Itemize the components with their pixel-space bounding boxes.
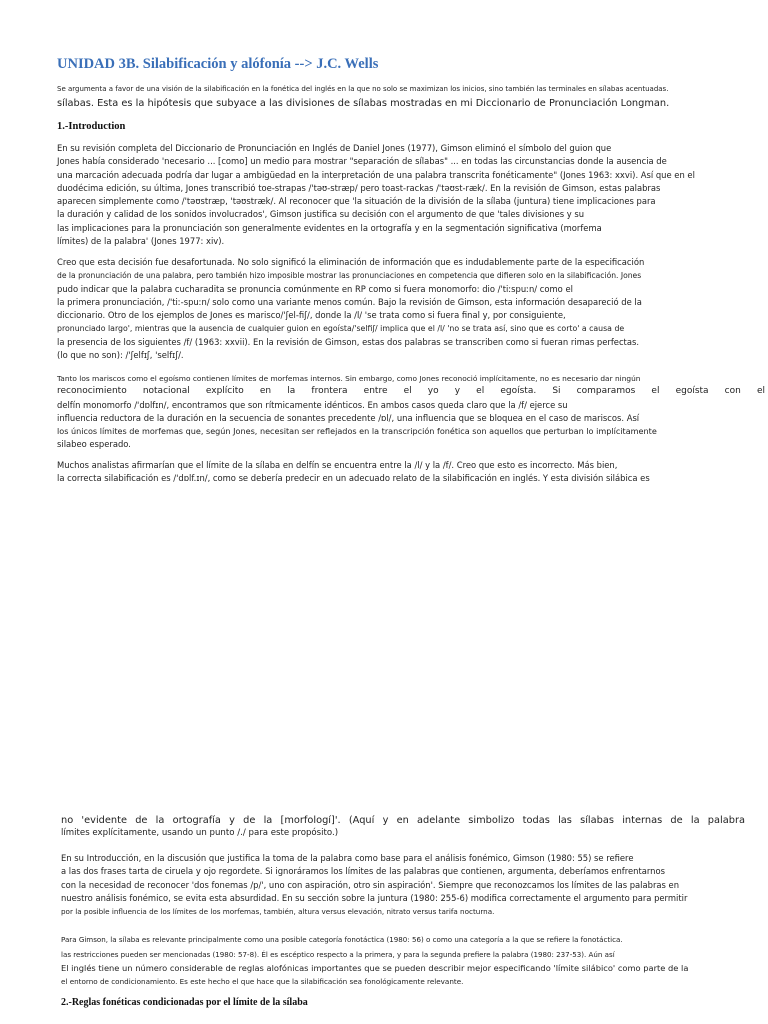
- paragraph-line: el entorno de condicionamiento. Es este hecho el que hace que la silabificación sea fonológicamente relevante.: [61, 977, 464, 987]
- paragraph-line: silabeo esperado.: [57, 439, 131, 450]
- paragraph-line: influencia reductora de la duración en la secuencia de sonantes precedente /ɒl/, una influencia que se bloquea en el caso de mariscos. Así: [57, 412, 640, 423]
- paragraph-line: con la necesidad de reconocer 'dos fonemas /p/', uno con aspiración, otro sin aspiración'. Siempre que reconozcamos los límites de las palabras en: [61, 879, 680, 890]
- paragraph-5: [61, 814, 745, 841]
- paragraph-line: (lo que no son): /'ʃelfɪʃ, 'selfɪʃ/.: [57, 350, 184, 361]
- paragraph-7: [61, 932, 765, 988]
- paragraph-line: la primera pronunciación, /'tiː-spuːn/ solo como una variante menos común. Bajo la revisión de Gimson, esta información desapareció de la: [57, 296, 642, 307]
- paragraph-line: las implicaciones para la pronunciación son generalmente evidentes en la ortografía y en la segmentación significativa (morfema: [57, 222, 602, 233]
- paragraph-line: de la pronunciación de una palabra, pero también hizo imposible mostrar las pronunciaciones en competencia que difieren solo en la silabificación. Jones: [57, 271, 642, 281]
- paragraph-4: [57, 459, 765, 486]
- intro-line-2: sílabas. Esta es la hipótesis que subyace a las divisiones de sílabas mostradas en mi Diccionario de Pronunciación Longman.: [57, 98, 670, 109]
- paragraph-line: Para Gimson, la sílaba es relevante principalmente como una posible categoría fonotáctica (1980: 56) o como una categoría a la que se refiere la fonotáctica.: [61, 935, 623, 944]
- paragraph-line: límites) de la palabra' (Jones 1977: xiv).: [57, 236, 225, 247]
- paragraph-line: reconocimiento notacional explícito en la frontera entre el yo y el egoísta. Si comparamos el egoísta con el: [57, 386, 765, 397]
- paragraph-line: no 'evidente de la ortografía y de la [morfologí]'. (Aquí y en adelante simbolizo todas las sílabas internas de la palabra: [61, 815, 745, 826]
- paragraph-line: duodécima edición, su última, Jones transcribió toe-strapas /'təʊ-stræp/ pero toast-rackas /'təʊst-ræk/. En la revisión de Gimson, estas palabras: [57, 182, 661, 193]
- paragraph-line: delfín monomorfo /'dɒlfɪn/, encontramos que son rítmicamente idénticos. En ambos casos queda claro que la /f/ ejerce su: [57, 399, 568, 410]
- intro-line-1: Se argumenta a favor de una visión de la silabificación en la fonética del inglés en la que no solo se maximizan los inicios, sino también las terminales en sílabas acentuadas.: [57, 85, 669, 93]
- paragraph-line: El inglés tiene un número considerable de reglas alofónicas importantes que se pueden describir mejor especificando 'límite silábico' como parte de la: [61, 963, 689, 973]
- paragraph-line: por la posible influencia de los límites de los morfemas, también, altura versus elevación, nitrato versus tarifa nocturna.: [61, 907, 495, 917]
- paragraph-line: la duración y calidad de los sonidos involucrados', Gimson justifica su decisión con el argumento de que 'tales divisiones y su: [57, 209, 585, 220]
- paragraph-line: una marcación adecuada podría dar lugar a ambigüedad en la interpretación de una palabra transcrita fonéticamente" (Jones 1963: xxvi). Así que en el: [57, 169, 695, 180]
- paragraph-line: Muchos analistas afirmarían que el límite de la sílaba en delfín se encuentra entre la /l/ y la /f/. Creo que esto es incorrecto. Más bien,: [57, 460, 618, 470]
- paragraph-line: En su Introducción, en la discusión que justifica la toma de la palabra como base para el análisis fonémico, Gimson (1980: 55) se refiere: [61, 853, 634, 863]
- paragraph-line: Tanto los mariscos como el egoísmo contienen límites de morfemas internos. Sin embargo, como Jones reconoció implícitamente, no es necesario dar ningún: [57, 374, 641, 383]
- paragraph-6: [61, 852, 765, 918]
- paragraph-1: [57, 142, 765, 248]
- page-title: UNIDAD 3B. Silabificación y alófonía --> J.C. Wells: [57, 56, 379, 72]
- paragraph-3: [57, 372, 765, 452]
- paragraph-line: Creo que esta decisión fue desafortunada. No solo significó la eliminación de información que es indudablemente parte de la especificación: [57, 257, 645, 267]
- paragraph-line: Jones había considerado 'necesario ... [como] un medio para mostrar "separación de sílabas" ... en todas las circunstancias donde la ausencia de: [57, 156, 667, 167]
- paragraph-line: límites explícitamente, usando un punto /./ para este propósito.): [61, 828, 339, 839]
- paragraph-line: diccionario. Otro de los ejemplos de Jones es marisco/'ʃel-fiʃ/, donde la /l/ 'se trata como si fuera final y, por consiguiente,: [57, 310, 566, 321]
- paragraph-line: aparecen simplemente como /'təʊstræp, 'təʊstræk/. Al reconocer que 'la situación de la división de la sílaba (juntura) tiene implicaciones para: [57, 196, 656, 207]
- paragraph-line: la correcta silabificación es /'dɒlf.ɪn/, como se debería predecir en un adecuado relato de la silabificación en inglés. Y esta división silábica es: [57, 473, 650, 484]
- paragraph-line: las restricciones pueden ser mencionadas (1980: 57-8). Él es escéptico respecto a la primera, y para la segunda prefiere la palabra (1980: 237-53). Aún así: [61, 950, 615, 959]
- section-heading-reglas: 2.-Reglas fonéticas condicionadas por el límite de la sílaba: [61, 997, 308, 1008]
- paragraph-line: pudo indicar que la palabra cucharadita se pronuncia comúnmente en RP como si fuera monomorfo: dio /'tiːspuːn/ como el: [57, 283, 573, 294]
- paragraph-line: nuestro análisis fonémico, se evita esta absurdidad. En su sección sobre la juntura (1980: 255-6) modifica correctamente el argumento para permitir: [61, 892, 688, 903]
- section-heading-introduction: 1.-Introduction: [57, 121, 126, 132]
- paragraph-line: pronunciado largo', mientras que la ausencia de cualquier guion en egoísta/'selfiʃ/ implica que el /l/ 'no se trata así, sino que es corto' a causa de: [57, 324, 625, 334]
- paragraph-line: los únicos límites de morfemas que, según Jones, necesitan ser reflejados en la transcripción fonética son aquellos que perturban lo implícitamente: [57, 426, 657, 437]
- paragraph-line: la presencia de los siguientes /f/ (1963: xxvii). En la revisión de Gimson, estas dos palabras se transcriben como si fueran rimas perfectas.: [57, 336, 639, 347]
- paragraph-line: En su revisión completa del Diccionario de Pronunciación en Inglés de Daniel Jones (1977), Gimson eliminó el símbolo del guion que: [57, 143, 612, 153]
- paragraph-2: [57, 256, 765, 362]
- paragraph-line: a las dos frases tarta de ciruela y ojo regordete. Si ignoráramos los límites de las palabras que contienen, argumenta, deberíamos enfrentarnos: [61, 866, 665, 877]
